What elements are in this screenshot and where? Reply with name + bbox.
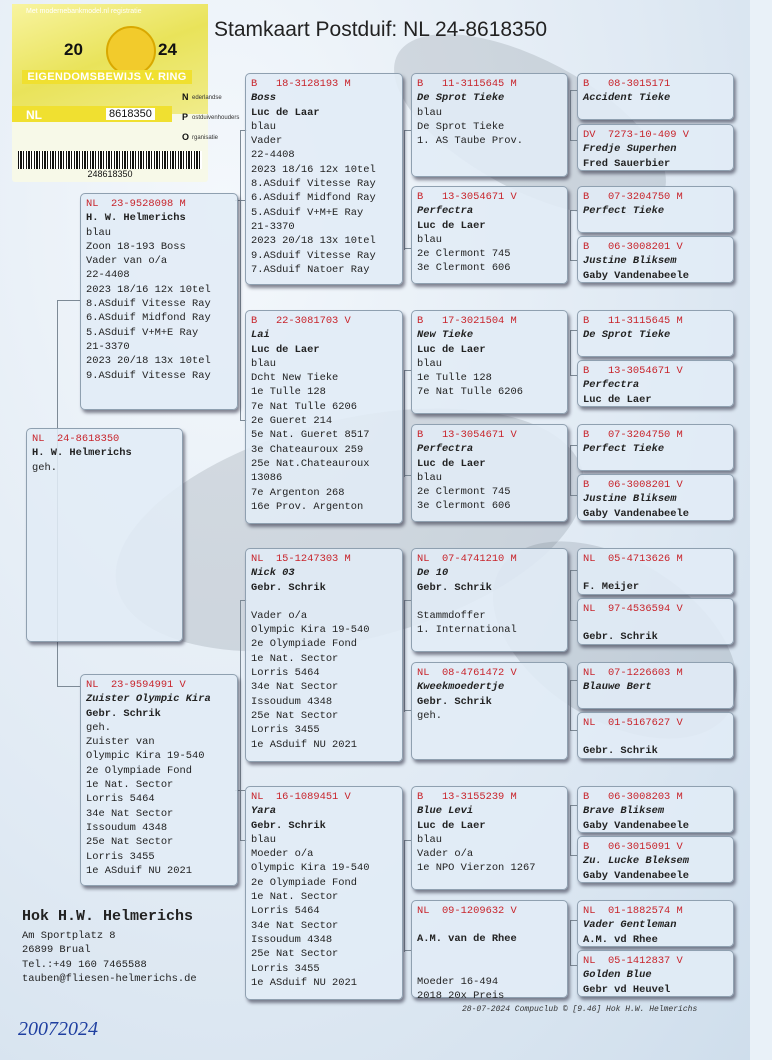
great-great-grandparent-card — [577, 836, 734, 883]
pigeon-name: Fredje Superhen — [583, 143, 677, 156]
pigeon-name: Zuister Olympic Kira — [86, 693, 211, 706]
great-grandparent-card — [411, 310, 568, 414]
pedigree-line: 2e Olympiade Fond — [86, 764, 193, 777]
spacer — [583, 566, 728, 580]
breeder-name: Gebr. Schrik — [86, 707, 161, 720]
pedigree-line: 25e Nat Sector — [251, 709, 339, 722]
ring-number: B 13-3054671 V — [583, 365, 683, 377]
ring-number: NL 23-9594991 V — [86, 679, 186, 691]
breeder-name: A.M. van de Rhee — [417, 933, 517, 946]
pigeon-name: Justine Bliksem — [583, 493, 677, 506]
breeder-name: Luc de Laar — [251, 106, 320, 119]
page-title: Stamkaart Postduif: NL 24-8618350 — [214, 18, 548, 41]
npo-letter-o: O — [182, 132, 190, 142]
pedigree-line: 2018 20x Preis — [417, 989, 505, 1002]
connector-line — [570, 570, 571, 620]
pedigree-line: 3e Clermont 606 — [417, 500, 511, 513]
pedigree-line: Issoudum 4348 — [251, 695, 333, 708]
pedigree-line: 8.ASduif Vitesse Ray — [251, 178, 376, 191]
pedigree-line: Vader van o/a — [86, 255, 168, 268]
pedigree-line: Vader o/a — [251, 609, 308, 622]
pedigree-line: 13086 — [251, 472, 283, 485]
pedigree-line: 2e Clermont 745 — [417, 248, 511, 261]
pedigree-line: 2023 20/18 13x 10tel — [251, 235, 376, 248]
spacer — [417, 595, 562, 609]
breeder-name: Gaby Vandenabeele — [583, 819, 690, 832]
pedigree-line: 1e NPO Vierzon 1267 — [417, 862, 536, 875]
pigeon-name: Perfectra — [417, 443, 474, 456]
connector-line — [570, 90, 571, 140]
pedigree-line: 25e Nat.Chateauroux — [251, 457, 370, 470]
pigeon-name: De 10 — [417, 567, 449, 580]
pigeon-name: Boss — [251, 92, 276, 105]
great-grandparent-card — [411, 900, 568, 1002]
pedigree-line: 1e ASduif NU 2021 — [251, 738, 358, 751]
pedigree-line: 22-4408 — [251, 149, 295, 162]
pedigree-line: Issoudum 4348 — [251, 933, 333, 946]
spacer — [583, 616, 728, 630]
npo-text-p: ostduivenhouders — [192, 115, 240, 121]
pigeon-name: Blue Levi — [417, 805, 474, 818]
pedigree-line: Moeder 16-494 — [417, 975, 499, 988]
ring-number: B 06-3008201 V — [583, 479, 683, 491]
owner-city: 26899 Brual — [22, 944, 91, 956]
pedigree-line: geh. — [86, 721, 111, 734]
footer-print-info: 28-07-2024 Compuclub © [9.46] Hok H.W. Helmerichs — [462, 1005, 698, 1014]
breeder-name: Gebr. Schrik — [417, 581, 492, 594]
great-great-grandparent-card — [577, 236, 734, 283]
great-great-grandparent-card — [577, 950, 734, 997]
pedigree-line: 1e Nat. Sector — [251, 891, 339, 904]
ring-card-country: NL — [26, 108, 42, 122]
pedigree-line: geh. — [417, 709, 442, 722]
breeder-name: Luc de Laer — [417, 219, 486, 232]
breeder-name: H. W. Helmerichs — [32, 447, 132, 460]
breeder-name: Gebr. Schrik — [251, 581, 326, 594]
spacer — [417, 961, 562, 975]
ring-number: B 22-3081703 V — [251, 315, 351, 327]
pedigree-line: Olympic Kira 19-540 — [251, 862, 370, 875]
ring-number: B 17-3021504 M — [417, 315, 517, 327]
pedigree-line: 2e Gueret 214 — [251, 415, 333, 428]
pedigree-line: Dcht New Tieke — [251, 372, 339, 385]
pedigree-line: 34e Nat Sector — [251, 681, 339, 694]
connector-line — [570, 920, 571, 965]
barcode-icon — [18, 151, 202, 169]
pedigree-line: geh. — [32, 461, 57, 474]
ring-number: B 06-3008203 M — [583, 791, 683, 803]
pedigree-line: blau — [417, 357, 442, 370]
ring-ownership-card — [12, 4, 240, 182]
pigeon-name: Justine Bliksem — [583, 255, 677, 268]
great-great-grandparent-card — [577, 186, 734, 233]
pedigree-line: 1e Tulle 128 — [417, 372, 492, 385]
pigeon-name: Golden Blue — [583, 969, 652, 982]
connector-line — [404, 840, 405, 952]
connector-line — [404, 130, 405, 250]
pedigree-line: blau — [417, 471, 442, 484]
ring-number: NL 24-8618350 — [32, 433, 120, 445]
breeder-name: A.M. vd Rhee — [583, 933, 658, 946]
pedigree-line: Zuister van — [86, 736, 155, 749]
pigeon-name: Kweekmoedertje — [417, 681, 505, 694]
breeder-name: Luc de Laer — [417, 457, 486, 470]
pedigree-line: 1e Tulle 128 — [251, 386, 326, 399]
pedigree-line: Issoudum 4348 — [86, 821, 168, 834]
pedigree-line: blau — [86, 226, 111, 239]
ring-card-year-left: 20 — [64, 40, 83, 59]
pigeon-name: Nick 03 — [251, 567, 295, 580]
great-great-grandparent-card — [577, 548, 734, 595]
pedigree-line: 1e ASduif NU 2021 — [251, 976, 358, 989]
pigeon-name: Yara — [251, 805, 276, 818]
ring-card-year-right: 24 — [158, 40, 177, 59]
great-great-grandparent-card — [577, 73, 734, 120]
breeder-name: Luc de Laer — [417, 343, 486, 356]
barcode-number: 248618350 — [87, 169, 133, 179]
ring-number: B 08-3015171 — [583, 78, 671, 90]
pedigree-line: 7e Argenton 268 — [251, 486, 345, 499]
ring-number: B 06-3008201 V — [583, 241, 683, 253]
connector-line — [570, 445, 571, 495]
pigeon-name: De Sprot Tieke — [417, 92, 505, 105]
spacer — [417, 947, 562, 961]
owner-street: Am Sportplatz 8 — [22, 929, 116, 942]
pedigree-line: Lorris 5464 — [86, 793, 155, 806]
pedigree-line: 7e Nat Tulle 6206 — [417, 386, 524, 399]
breeder-name: Gebr. Schrik — [583, 631, 658, 644]
grandparent-card — [245, 786, 403, 1000]
owner-block — [22, 910, 197, 987]
spacer — [417, 918, 562, 932]
loft-name: Hok H.W. Helmerichs — [22, 908, 194, 925]
handwritten-signature: 20072024 — [18, 1018, 98, 1040]
ring-card-number: 8618350 — [106, 108, 155, 120]
pigeon-name: New Tieke — [417, 329, 474, 342]
spacer — [583, 730, 728, 744]
breeder-name: Gaby Vandenabeele — [583, 507, 690, 520]
ring-number: NL 97-4536594 V — [583, 603, 683, 615]
pedigree-line: 1e Nat. Sector — [86, 779, 174, 792]
pedigree-line: 34e Nat Sector — [251, 919, 339, 932]
great-great-grandparent-card — [577, 124, 734, 171]
pedigree-line: De Sprot Tieke — [417, 120, 505, 133]
pedigree-line: 2023 20/18 13x 10tel — [86, 355, 211, 368]
pigeon-name: Brave Bliksem — [583, 805, 665, 818]
breeder-name: Luc de Laer — [417, 819, 486, 832]
pedigree-line: Olympic Kira 19-540 — [86, 750, 205, 763]
pedigree-line: Vader o/a — [417, 848, 474, 861]
connector-line — [57, 300, 81, 301]
subject-pigeon-card — [26, 428, 183, 642]
pedigree-line: 8.ASduif Vitesse Ray — [86, 298, 211, 311]
great-great-grandparent-card — [577, 786, 734, 833]
ring-number: NL 16-1089451 V — [251, 791, 351, 803]
pedigree-line: Vader — [251, 135, 283, 148]
connector-line — [57, 686, 81, 687]
pedigree-line: blau — [251, 357, 276, 370]
connector-line — [240, 600, 241, 840]
great-great-grandparent-card — [577, 424, 734, 471]
pigeon-name: Perfect Tieke — [583, 443, 665, 456]
pedigree-line: Zoon 18-193 Boss — [86, 240, 186, 253]
ring-number: NL 07-4741210 M — [417, 553, 517, 565]
breeder-name: Luc de Laer — [251, 343, 320, 356]
ring-number: NL 05-4713626 M — [583, 553, 683, 565]
pedigree-line: blau — [251, 120, 276, 133]
great-great-grandparent-card — [577, 598, 734, 645]
breeder-name: Gebr. Schrik — [583, 745, 658, 758]
spacer — [251, 595, 397, 609]
pedigree-line: 1. AS Taube Prov. — [417, 135, 524, 148]
pedigree-line: Lorris 3455 — [251, 724, 320, 737]
connector-line — [570, 210, 571, 260]
pigeon-name: De Sprot Tieke — [583, 329, 671, 342]
pedigree-line: 1e Nat. Sector — [251, 652, 339, 665]
pedigree-line: 25e Nat Sector — [251, 948, 339, 961]
father-card — [80, 193, 238, 410]
pigeon-name: Accident Tieke — [583, 92, 671, 105]
connector-line — [404, 600, 405, 712]
ring-number: DV 7273-10-409 V — [583, 129, 690, 141]
great-great-grandparent-card — [577, 474, 734, 521]
pedigree-line: 5e Nat. Gueret 8517 — [251, 429, 370, 442]
great-grandparent-card — [411, 73, 568, 177]
ring-number: NL 01-5167627 V — [583, 717, 683, 729]
ring-number: B 11-3115645 M — [417, 78, 517, 90]
pedigree-line: 21-3370 — [251, 220, 295, 233]
pedigree-line: 2023 18/16 12x 10tel — [86, 283, 211, 296]
great-great-grandparent-card — [577, 900, 734, 947]
great-grandparent-card — [411, 548, 568, 652]
pedigree-line: 16e Prov. Argenton — [251, 500, 364, 513]
breeder-name: Gebr vd Heuvel — [583, 983, 671, 996]
ring-number: B 11-3115645 M — [583, 315, 683, 327]
ring-card-header: Met modernebankmodel.nl registratie — [26, 8, 142, 15]
pigeon-name: Zu. Lucke Bleksem — [583, 855, 690, 868]
ring-number: NL 15-1247303 M — [251, 553, 351, 565]
pigeon-name: Blauwe Bert — [583, 681, 652, 694]
pigeon-name: Perfectra — [417, 205, 474, 218]
pedigree-line: Lorris 3455 — [251, 962, 320, 975]
great-great-grandparent-card — [577, 662, 734, 709]
pedigree-line: Lorris 5464 — [251, 905, 320, 918]
breeder-name: H. W. Helmerichs — [86, 212, 186, 225]
pedigree-line: 2e Olympiade Fond — [251, 876, 358, 889]
pedigree-line: 7e Nat Tulle 6206 — [251, 400, 358, 413]
ring-number: NL 23-9528098 M — [86, 198, 186, 210]
ring-number: NL 08-4761472 V — [417, 667, 517, 679]
pedigree-line: Stammdoffer — [417, 609, 486, 622]
pedigree-line: Lorris 5464 — [251, 667, 320, 680]
great-grandparent-card — [411, 662, 568, 760]
great-grandparent-card — [411, 186, 568, 284]
breeder-name: F. Meijer — [583, 581, 640, 594]
great-great-grandparent-card — [577, 360, 734, 407]
grandparent-card — [245, 73, 403, 285]
ring-number: B 13-3054671 V — [417, 191, 517, 203]
npo-emblem — [106, 26, 156, 76]
ring-number: B 06-3015091 V — [583, 841, 683, 853]
pigeon-name: Vader Gentleman — [583, 919, 677, 932]
pedigree-line: 5.ASduif V+M+E Ray — [251, 206, 364, 219]
pigeon-name: Lai — [251, 329, 270, 342]
ring-number: B 13-3155239 M — [417, 791, 517, 803]
breeder-name: Fred Sauerbier — [583, 157, 671, 170]
great-grandparent-card — [411, 786, 568, 890]
pedigree-line: 21-3370 — [86, 340, 130, 353]
pedigree-line: 2023 18/16 12x 10tel — [251, 163, 376, 176]
connector-line — [570, 330, 571, 375]
pedigree-line: 22-4408 — [86, 269, 130, 282]
pedigree-line: blau — [417, 833, 442, 846]
npo-text-o: rganisatie — [192, 135, 219, 141]
pedigree-line: 5.ASduif V+M+E Ray — [86, 326, 199, 339]
owner-phone: Tel.:+49 160 7465588 — [22, 958, 147, 971]
pedigree-line: 2e Olympiade Fond — [251, 638, 358, 651]
pedigree-line: 25e Nat Sector — [86, 836, 174, 849]
ring-number: B 13-3054671 V — [417, 429, 517, 441]
pedigree-line: 6.ASduif Midfond Ray — [251, 192, 376, 205]
pedigree-line: 7.ASduif Natoer Ray — [251, 263, 370, 276]
pedigree-line: 34e Nat Sector — [86, 807, 174, 820]
pedigree-line: Lorris 3455 — [86, 850, 155, 863]
connector-line — [404, 370, 405, 477]
grandparent-card — [245, 310, 403, 524]
ring-number: B 07-3204750 M — [583, 429, 683, 441]
owner-email: tauben@fliesen-helmerichs.de — [22, 973, 197, 985]
ring-number: NL 09-1209632 V — [417, 905, 517, 917]
breeder-name: Luc de Laer — [583, 393, 652, 406]
breeder-name: Gaby Vandenabeele — [583, 269, 690, 282]
ring-number: B 07-3204750 M — [583, 191, 683, 203]
pedigree-line: 6.ASduif Midfond Ray — [86, 312, 211, 325]
pedigree-line: 2e Clermont 745 — [417, 486, 511, 499]
pedigree-line: 9.ASduif Vitesse Ray — [86, 369, 211, 382]
pedigree-line: Moeder o/a — [251, 848, 314, 861]
npo-letter-n: N — [182, 92, 189, 102]
pedigree-line: 3e Clermont 606 — [417, 262, 511, 275]
breeder-name: Gaby Vandenabeele — [583, 869, 690, 882]
pigeon-name: Perfect Tieke — [583, 205, 665, 218]
ring-number: B 18-3128193 M — [251, 78, 351, 90]
breeder-name: Gebr. Schrik — [251, 819, 326, 832]
pigeon-name: Perfectra — [583, 379, 640, 392]
pedigree-line: 3e Chateauroux 259 — [251, 443, 364, 456]
ring-number: NL 07-1226603 M — [583, 667, 683, 679]
npo-letter-p: P — [182, 112, 189, 122]
great-great-grandparent-card — [577, 310, 734, 357]
connector-line — [570, 680, 571, 730]
grandparent-card — [245, 548, 403, 762]
pedigree-line: 1e ASduif NU 2021 — [86, 864, 193, 877]
connector-line — [570, 805, 571, 855]
great-grandparent-card — [411, 424, 568, 522]
great-great-grandparent-card — [577, 712, 734, 759]
pedigree-line: 1. International — [417, 624, 517, 637]
mother-card — [80, 674, 238, 886]
pedigree-line: blau — [251, 833, 276, 846]
breeder-name: Gebr. Schrik — [417, 695, 492, 708]
ring-card-band: EIGENDOMSBEWIJS V. RING — [22, 70, 192, 84]
pedigree-line: blau — [417, 233, 442, 246]
ring-number: NL 05-1412837 V — [583, 955, 683, 967]
npo-text-n: ederlandse — [192, 95, 222, 101]
pedigree-line: Olympic Kira 19-540 — [251, 624, 370, 637]
pedigree-line: 9.ASduif Vitesse Ray — [251, 249, 376, 262]
ring-number: NL 01-1882574 M — [583, 905, 683, 917]
connector-line — [240, 130, 241, 420]
pedigree-line: blau — [417, 106, 442, 119]
